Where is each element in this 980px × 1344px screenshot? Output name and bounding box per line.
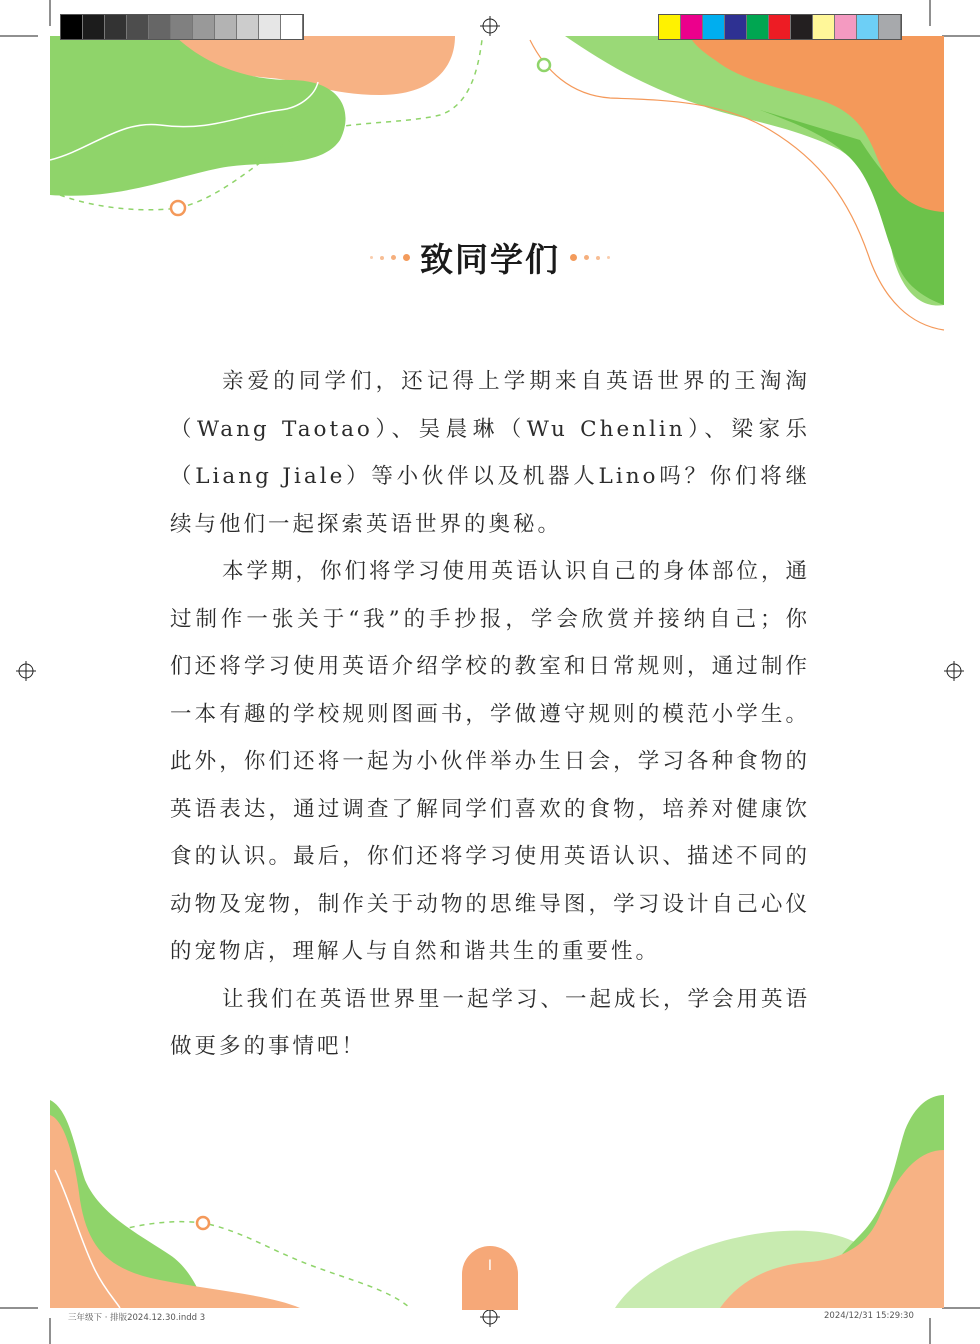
process-color-swatch	[791, 15, 813, 39]
slug-timestamp: 2024/12/31 15:29:30	[824, 1311, 914, 1321]
paragraph-1: 亲爱的同学们，还记得上学期来自英语世界的王淘淘（Wang Taotao）、吴晨琳（Wu Chenlin）、梁家乐（Liang Jiale）等小伙伴以及机器人Lino吗？你们将继续与他们一起探索英语世界的奥秘。	[170, 369, 810, 537]
right-dot-ornament	[570, 254, 610, 261]
process-color-swatch	[725, 15, 747, 39]
gray-swatch	[105, 15, 127, 39]
process-color-swatch	[835, 15, 857, 39]
page-number: I	[487, 1258, 493, 1274]
gray-swatch	[281, 15, 303, 39]
process-color-swatch	[747, 15, 769, 39]
top-right-green-ring	[538, 59, 550, 71]
title-row	[0, 234, 980, 281]
paragraph-3: 让我们在英语世界里一起学习、一起成长，学会用英语做更多的事情吧！	[170, 986, 811, 1059]
bottom-right-orange-blob	[720, 1150, 944, 1308]
bottom-left-orange-ring	[197, 1217, 209, 1229]
gray-swatch	[171, 15, 193, 39]
gray-swatch	[127, 15, 149, 39]
process-color-swatch	[659, 15, 681, 39]
gray-swatch	[83, 15, 105, 39]
page-number-tab	[462, 1246, 518, 1310]
left-dot-ornament	[370, 254, 410, 261]
process-color-swatch	[681, 15, 703, 39]
gray-swatch	[259, 15, 281, 39]
paragraph-2: 本学期，你们将学习使用英语认识自己的身体部位，通过制作一张关于“我”的手抄报，学会欣赏并接纳自己；你们还将学习使用英语介绍学校的教室和日常规则，通过制作一本有趣的学校规则图画书，学做遵守规则的模范小学生。此外，你们还将一起为小伙伴举办生日会，学习各种食物的英语表达，通过调查了解同学们喜欢的食物，培养对健康饮食的认识。最后，你们还将学习使用英语认识、描述不同的动物及宠物，制作关于动物的思维导图，学习设计自己心仪的宠物店，理解人与自然和谐共生的重要性。	[170, 559, 811, 964]
process-color-bar	[658, 14, 902, 40]
process-color-swatch	[813, 15, 835, 39]
process-color-swatch	[703, 15, 725, 39]
gray-swatch	[237, 15, 259, 39]
gray-swatch	[215, 15, 237, 39]
gray-color-bar	[60, 14, 304, 40]
process-color-swatch	[857, 15, 879, 39]
gray-swatch	[149, 15, 171, 39]
slug-file-info: 三年级下 · 排版2024.12.30.indd 3	[68, 1313, 206, 1323]
top-left-orange-ring	[171, 201, 185, 215]
letter-body	[170, 358, 810, 1071]
gray-swatch	[193, 15, 215, 39]
process-color-swatch	[879, 15, 901, 39]
process-color-swatch	[769, 15, 791, 39]
gray-swatch	[61, 15, 83, 39]
page-title: 致同学们	[420, 240, 560, 279]
